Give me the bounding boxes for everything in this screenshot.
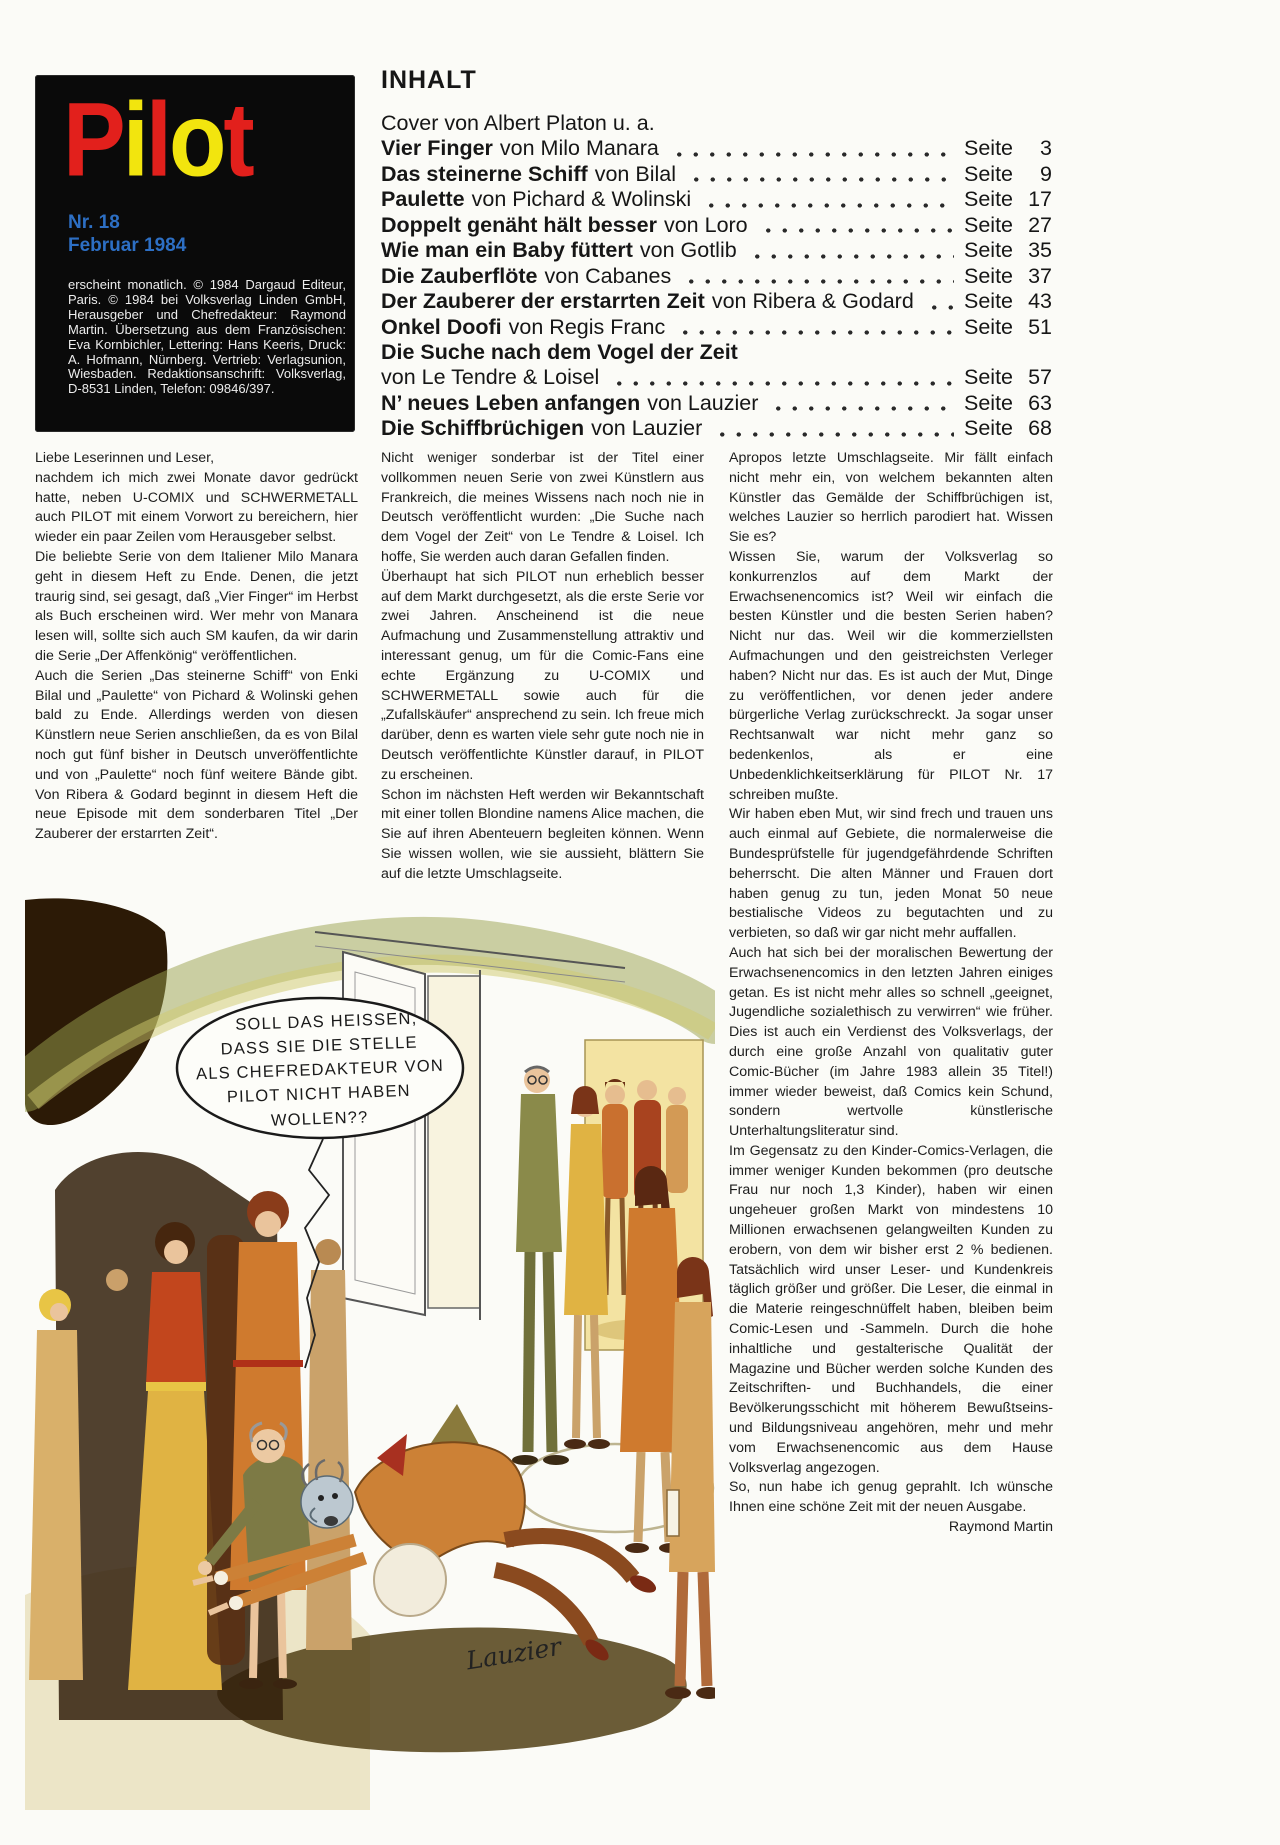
table-of-contents [381, 111, 1052, 442]
dot-leader [770, 405, 954, 412]
toc-entry-title: Das steinerne Schiff [381, 161, 588, 186]
paragraph: Auch die Serien „Das steinerne Schiff“ von Enki Bilal und „Paulette“ von Pichard & Wolinski gehen bald zu Ende. Allerdings werden von diesen Künstlern neue Serien anschließen, da es von Bilal noch gut fünf bisher in Deutsch unveröffentlichte und von „Paulette“ noch fünf weitere Bände gibt. Von Ribera & Godard beginnt in diesem Heft die neue Episode mit dem sonderbaren Titel „Der Zauberer der erstarrten Zeit“. [35, 667, 358, 843]
dot-leader [611, 380, 954, 387]
page-word: Seite [964, 187, 1014, 212]
page-number: 68 [1028, 416, 1052, 441]
paragraph: So, nun habe ich genug geprahlt. Ich wünsche Ihnen eine schöne Zeit mit der neuen Ausgabe. [729, 1479, 1053, 1516]
toc-entry-author: von Regis Franc [508, 314, 666, 339]
page-number: 35 [1028, 238, 1052, 263]
toc-page [964, 187, 1052, 212]
page-number: 17 [1028, 187, 1052, 212]
toc-entry-title: Die Suche nach dem Vogel der Zeit [381, 339, 738, 364]
bubble-line: PILOT NICHT HABEN [226, 1081, 412, 1107]
page-number: 3 [1040, 136, 1052, 161]
artist-signature: Lauzier [464, 1631, 564, 1676]
page-number: 9 [1040, 161, 1052, 186]
toc-row-neues-leben [381, 391, 1052, 416]
page-number: 43 [1028, 289, 1052, 314]
toc-page [964, 213, 1052, 238]
paragraph: Wissen Sie, warum der Volksverlag so konkurrenzlos auf dem Markt der Erwachsenencomics ist? Weil wir einfach die besten Künstler und die besten Serien haben? Nicht nur das. Weil wir die kommerziellsten Aufmachungen und den geistreichsten Verleger haben? Nicht nur das. Es ist auch der Mut, Dinge zu veröffentlichen, vor denen jeder andere bürgerliche Verlag zurückschreckt. Ja sogar unser Rechtsanwalt war nicht mehr ganz so bedenkenlos, als er eine Unbedenklichkeitserklärung für PILOT Nr. 17 schreiben mußte. [729, 548, 1053, 803]
page-number: 51 [1028, 314, 1052, 339]
dot-leader [671, 151, 954, 158]
toc-entry-author: von Milo Manara [499, 136, 659, 161]
toc-entry-author: von Lauzier [591, 416, 703, 441]
toc-page [964, 136, 1052, 161]
bubble-line: WOLLEN?? [270, 1108, 369, 1130]
paragraph: Liebe Leserinnen und Leser, [35, 450, 215, 466]
toc-page [964, 416, 1052, 441]
logo-letter: l [145, 80, 169, 198]
toc-entry-text: Cover von Albert Platon u. a. [381, 111, 655, 135]
toc-row-zauberer-zeit [381, 289, 1052, 314]
bubble-line: DASS SIE DIE STELLE [220, 1033, 418, 1059]
toc-page [964, 264, 1052, 289]
logo-letter: t [223, 80, 252, 198]
toc-entry-author: von Cabanes [544, 263, 672, 288]
toc-page [964, 391, 1052, 416]
dot-leader [683, 278, 954, 285]
page-word: Seite [964, 212, 1014, 237]
toc-row-vier-finger [381, 136, 1052, 161]
dot-leader [677, 329, 954, 336]
paragraph: Auch hat sich bei der moralischen Bewertung der Erwachsenencomics in den letzten Jahren einiges getan. Es ist nicht mehr alles so schnell „geeignet, Jugendliche sozialethisch zu verwirren“ wie früher. Dies ist auch ein Verdienst des Volksverlags, der durch eine große Anzahl von qualitativ guter Comic-Bücher (im Jahre 1983 allein 35 Titel!) immer wieder beweist, daß Comics kein Schund, sondern wertvolle künstlerische Unterhaltungsliteratur sind. [729, 944, 1053, 1140]
toc-row-vogel-der-zeit-author [381, 365, 1052, 390]
toc-entry-author: von Pichard & Wolinski [471, 187, 692, 212]
page-word: Seite [964, 136, 1014, 161]
toc-row-baby-fuettert [381, 238, 1052, 263]
toc-page [964, 238, 1052, 263]
toc-entry-title: Paulette [381, 187, 465, 212]
toc-row-schiffbruechigen [381, 416, 1052, 441]
issue-month: Februar 1984 [68, 235, 187, 256]
toc-row-steinerne-schiff [381, 162, 1052, 187]
toc-entry-title: Der Zauberer der erstarrten Zeit [381, 289, 705, 314]
toc-row-cover [381, 111, 1052, 136]
paragraph: Schon im nächsten Heft werden wir Bekanntschaft mit einer tollen Blondine namens Alice machen, die Sie auf ihren Abenteuern begleiten können. Wenn Sie wissen wollen, wie sie aussieht, blättern Sie auf die letzte Umschlagseite. [381, 786, 704, 882]
toc-entry-author: von Gotlib [639, 238, 737, 263]
toc-row-vogel-der-zeit-title [381, 340, 1052, 365]
page-number: 37 [1028, 263, 1052, 288]
dot-leader [688, 176, 954, 183]
paragraph: Im Gegensatz zu den Kinder-Comics-Verlagen, die immer weniger Kunden bekommen (pro deutsche Frau nur noch 1,3 Kinder), haben wir einen ungeheuer großen Markt von mindestens 10 Millionen erwachsenen gelangweilten Kunden zu erobern, von dem wir bisher erst 2 % bedienen. Tatsächlich wird unser Leser- und Kundenkreis täglich größer und größer. Die Leser, die einmal in die Materie reingeschnüffelt haben, bleiben beim Comic-Lesen und -Sammeln. Durch die hohe inhaltliche und gestalterische Qualität der Magazine und Bücher werden solche Kunden des Zeitschriften- und Buchhandels, die einer Bevölkerungsschicht mit höherem Bewußtseins- und Bildungsniveau angehören, mehr und mehr vom Erwachsenencomic aus dem Hause Volksverlag angezogen. [729, 1142, 1053, 1476]
toc-entry-title: Vier Finger [381, 136, 493, 161]
toc-heading: INHALT [381, 66, 477, 94]
issue-number: Nr. 18 [68, 212, 120, 233]
logo-letter: i [122, 80, 146, 198]
toc-row-paulette [381, 187, 1052, 212]
dot-leader [760, 227, 954, 234]
toc-entry-author: von Loro [663, 212, 748, 237]
toc-page [964, 289, 1052, 314]
editor-signature: Raymond Martin [948, 1519, 1053, 1536]
toc-row-onkel-doofi [381, 315, 1052, 340]
toc-entry-title: Doppelt genäht hält besser [381, 212, 657, 237]
page-word: Seite [964, 365, 1014, 390]
paragraph: Überhaupt hat sich PILOT nun erheblich besser auf dem Markt durchgesetzt, als die erste Serie vor zwei Jahren. Anscheinend ist die neue Aufmachung und Zusammenstellung attraktiv und interessant genug, um für die Comic-Fans eine echte Ergänzung zu U-COMIX und SCHWERMETALL sowie auch für die „Zufallskäufer“ ansprechend zu sein. Ich freue mich darüber, denn es warten viele sehr gute noch nie in Deutsch veröffentlichte Künstler darauf, in PILOT zu erscheinen. [381, 568, 704, 783]
editorial-column-1 [35, 449, 358, 845]
imprint-text: erscheint monatlich. © 1984 Dargaud Editeur, Paris. © 1984 bei Volksverlag Linden GmbH, Herausgeber und Chefredakteur: Raymond Martin. Übersetzung aus dem Französischen: Eva Kornbichler, Lettering: Hans Keeris, Druck: A. Hofmann, Nürnberg. Vertrieb: Verlagsunion, Wiesbaden. Redaktionsanschrift: Volksverlag, D-8531 Linden, Telefon: 09846/397. [68, 277, 346, 397]
toc-entry-title: Wie man ein Baby füttert [381, 238, 633, 263]
toc-entry-title: N’ neues Leben anfangen [381, 390, 641, 415]
masthead [35, 75, 355, 432]
dot-leader [749, 253, 954, 260]
toc-entry-author: von Le Tendre & Loisel [381, 365, 600, 390]
page-word: Seite [964, 289, 1014, 314]
toc-page [964, 162, 1052, 187]
page-word: Seite [964, 314, 1014, 339]
editorial-column-3 [729, 449, 1053, 1538]
paragraph: Die beliebte Serie von dem Italiener Milo Manara geht in diesem Heft zu Ende. Denen, die jetzt traurig sind, sei gesagt, daß „Vier Finger“ im Herbst als Buch erscheinen wird. Wer mehr von Manara lesen will, sollte sich auch SM kaufen, da wir darin die Serie „Der Affenkönig“ veröffentlichen. [35, 548, 358, 664]
paragraph: Apropos letzte Umschlagseite. Mir fällt einfach nicht mehr ein, von welchem bekannten alten Künstler das Gemälde der Schiffbrüchigen ist, welches Lauzier so herrlich parodiert hat. Wissen Sie es? [729, 450, 1053, 546]
toc-page [964, 315, 1052, 340]
toc-entry-author: von Ribera & Godard [711, 289, 914, 314]
editorial-column-2 [381, 449, 704, 885]
toc-page [964, 365, 1052, 390]
dot-leader [703, 202, 954, 209]
paragraph: nachdem ich mich zwei Monate davor gedrückt hatte, neben U-COMIX und SCHWERMETALL auch PILOT mit einem Vorwort zu bereichern, hier wieder ein paar Zeilen vom Herausgeber selbst. [35, 469, 358, 546]
page-word: Seite [964, 161, 1014, 186]
page-word: Seite [964, 263, 1014, 288]
logo-letter: P [63, 80, 123, 198]
page-word: Seite [964, 390, 1014, 415]
pilot-logo [63, 80, 355, 198]
paragraph: Wir haben eben Mut, wir sind frech und trauen uns auch einmal auf Gebiete, die normalerweise die Bundesprüfstelle für jugendgefährdende Schriften beherrscht. Die alten Männer und Frauen dort haben genug zu tun, jeden Monat 50 neue bestialische Videos zu begutachten und zu verbieten, so daß wir gar nicht mehr auffallen. [729, 806, 1053, 942]
bubble-line: SOLL DAS HEISSEN, [235, 1009, 418, 1034]
dot-leader [714, 431, 954, 438]
issue-block [68, 211, 355, 257]
page-number: 57 [1028, 365, 1052, 390]
toc-entry-title: Onkel Doofi [381, 314, 502, 339]
logo-letter: o [168, 80, 224, 198]
page-number: 63 [1028, 390, 1052, 415]
toc-entry-author: von Lauzier [647, 390, 759, 415]
dot-leader [926, 304, 954, 311]
paragraph: Nicht weniger sonderbar ist der Titel einer vollkommen neuen Serie von zwei Künstlern aus Frankreich, die meines Wissens nach noch nie in Deutsch veröffentlicht wurden: „Die Suche nach dem Vogel der Zeit“ von Le Tendre & Loisel. Ich hoffe, Sie werden auch daran Gefallen finden. [381, 450, 704, 565]
toc-entry-title: Die Zauberflöte [381, 263, 538, 288]
toc-row-zauberfloete [381, 264, 1052, 289]
page-word: Seite [964, 238, 1014, 263]
bubble-line: ALS CHEFREDAKTEUR VON [195, 1056, 445, 1084]
cartoon-illustration [25, 890, 715, 1810]
toc-entry-author: von Bilal [594, 161, 676, 186]
page-word: Seite [964, 416, 1014, 441]
page-number: 27 [1028, 212, 1052, 237]
toc-row-doppelt-genaeht [381, 213, 1052, 238]
toc-entry-title: Die Schiffbrüchigen [381, 416, 585, 441]
